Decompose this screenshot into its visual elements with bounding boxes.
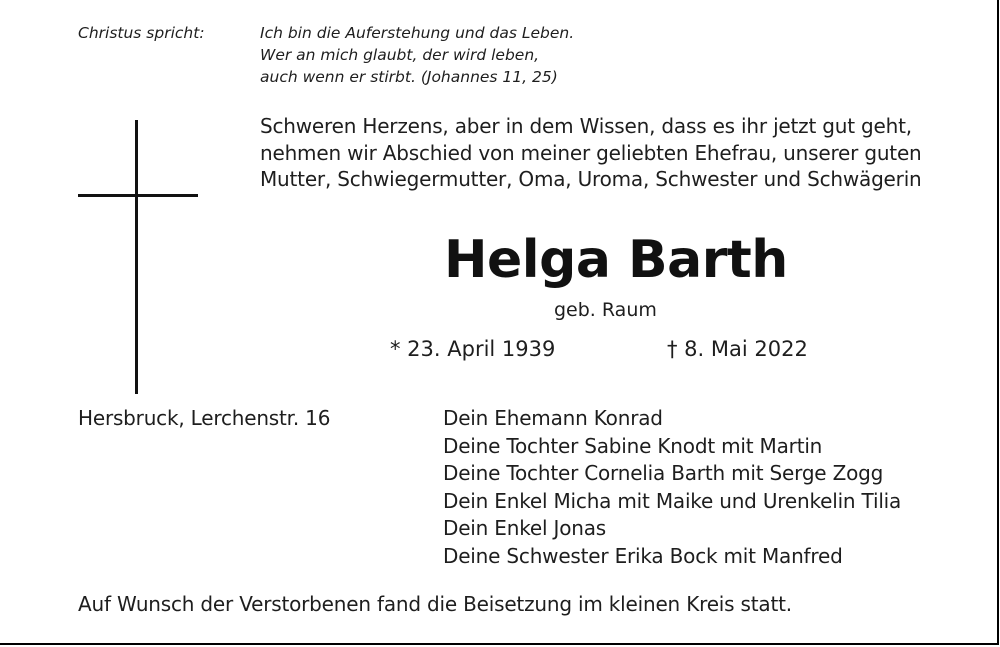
birth-date: * 23. April 1939: [390, 337, 556, 361]
quote-line: Wer an mich glaubt, der wird leben,: [260, 46, 540, 64]
quote-speaker: Christus spricht:: [78, 24, 205, 42]
mourner-item: Deine Tochter Cornelia Barth mit Serge Zogg: [443, 461, 884, 485]
mourner-item: Deine Schwester Erika Bock mit Manfred: [443, 543, 843, 568]
address: Hersbruck, Lerchenstr. 16: [78, 406, 331, 430]
mourner-item: Dein Enkel Micha mit Maike und Urenkelin Tilia: [443, 488, 902, 513]
intro-line: Schweren Herzens, aber in dem Wissen, dass es ihr jetzt gut geht,: [260, 114, 912, 138]
quote-line: Ich bin die Auferstehung und das Leben.: [260, 24, 575, 42]
bible-quote: [260, 22, 574, 88]
footer-note: Auf Wunsch der Verstorbenen fand die Beisetzung im kleinen Kreis statt.: [78, 592, 792, 616]
intro-line: nehmen wir Abschied von meiner geliebten Ehefrau, unserer guten: [260, 140, 922, 165]
mourner-item: Dein Enkel Jonas: [443, 516, 606, 540]
deceased-name: Helga Barth: [444, 230, 788, 290]
quote-line: auch wenn er stirbt. (Johannes 11, 25): [260, 68, 558, 86]
intro-line: Mutter, Schwiegermutter, Oma, Uroma, Schwester und Schwägerin: [260, 167, 922, 191]
death-date: † 8. Mai 2022: [667, 337, 808, 361]
cross-icon: [135, 120, 138, 394]
cross-icon-bar: [78, 194, 198, 197]
intro-text: [260, 113, 922, 193]
maiden-name: geb. Raum: [554, 299, 657, 321]
mourners-list: [443, 405, 901, 570]
mourner-item: Dein Ehemann Konrad: [443, 406, 663, 430]
mourner-item: Deine Tochter Sabine Knodt mit Martin: [443, 433, 823, 458]
